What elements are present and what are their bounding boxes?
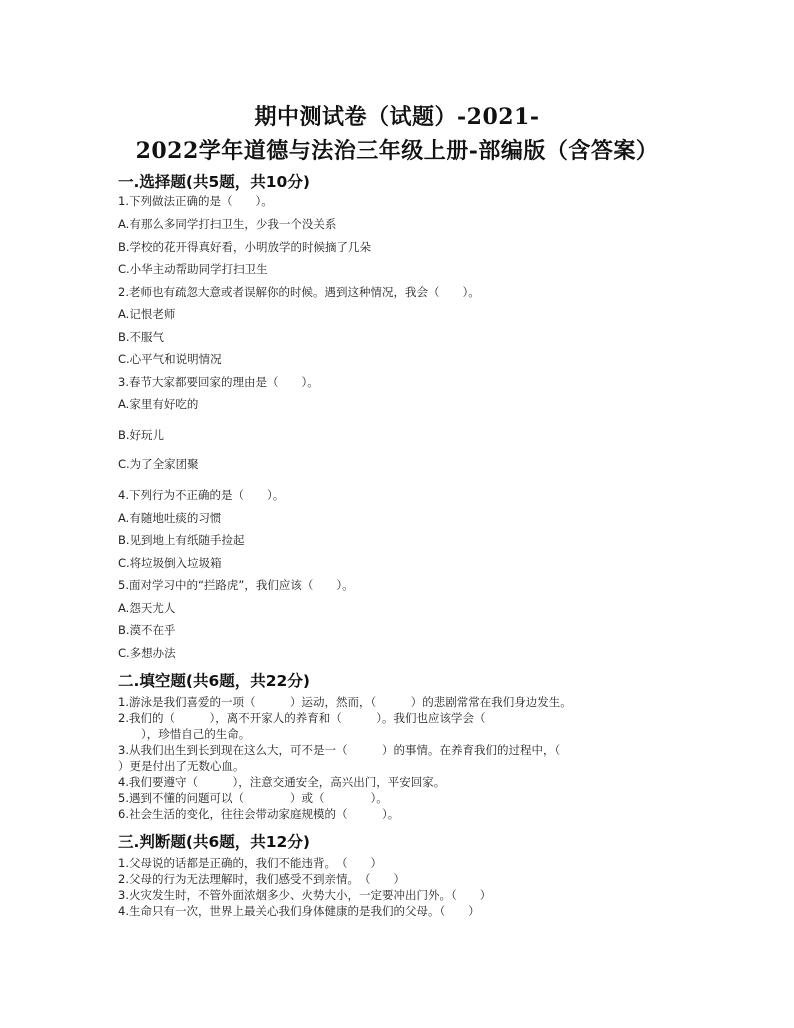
judge-question-3: 3.火灾发生时，不管外面浓烟多少、火势大小，一定要冲出门外。（ ） [118,888,492,902]
question-1: 1.下列做法正确的是（ ）。 [118,194,273,208]
section-heading-judge: 三.判断题(共6题，共12分) [118,833,310,851]
section-heading-choice: 一.选择题(共5题，共10分) [118,173,310,191]
fill-question-4: 4.我们要遵守（ ），注意交通安全，高兴出门，平安回家。 [118,775,446,789]
option-3a: A.家里有好吃的 [118,397,199,411]
judge-question-2: 2.父母的行为无法理解时，我们感受不到亲情。 （ ） [118,872,405,886]
question-4: 4.下列行为不正确的是（ ）。 [118,488,285,502]
option-4c: C.将垃圾倒入垃圾箱 [118,556,222,570]
exam-title-line-1: 期中测试卷（试题）-2021- [254,104,540,130]
option-1c: C.小华主动帮助同学打扫卫生 [118,262,268,276]
fill-question-3: 3.从我们出生到长到现在这么大，可不是一（ ）的事情。在养育我们的过程中，（ [118,743,561,757]
option-1a: A.有那么多同学打扫卫生，少我一个没关系 [118,217,337,231]
option-2c: C.心平气和说明情况 [118,352,222,366]
option-2a: A.记恨老师 [118,307,176,321]
option-4b: B.见到地上有纸随手捡起 [118,533,245,547]
fill-question-6: 6.社会生活的变化，往往会带动家庭规模的（ ）。 [118,807,400,821]
option-4a: A.有随地吐痰的习惯 [118,511,222,525]
section-heading-fill: 二.填空题(共6题，共22分) [118,672,310,690]
option-1b: B.学校的花开得真好看，小明放学的时候摘了几朵 [118,240,372,254]
fill-question-2: 2.我们的（ ），离不开家人的养育和（ ）。我们也应该学会（ [118,711,486,725]
fill-question-3-cont: ）更是付出了无数心血。 [118,759,245,773]
option-5b: B.漠不在乎 [118,623,176,637]
fill-question-2-cont: ），珍惜自己的生命。 [118,727,251,741]
option-3c: C.为了全家团聚 [118,457,199,471]
option-3b: B.好玩儿 [118,428,165,442]
option-2b: B.不服气 [118,330,165,344]
option-5c: C.多想办法 [118,646,176,660]
question-3: 3.春节大家都要回家的理由是（ ）。 [118,375,319,389]
question-5: 5.面对学习中的“拦路虎”，我们应该（ ）。 [118,578,354,592]
option-5a: A.怨天尤人 [118,601,176,615]
exam-title-line-2: 2022学年道德与法治三年级上册-部编版（含答案） [135,138,659,164]
judge-question-4: 4.生命只有一次，世界上最关心我们身体健康的是我们的父母。（ ） [118,904,480,918]
fill-question-5: 5.遇到不懂的问题可以（ ）或（ ）。 [118,791,388,805]
question-2: 2.老师也有疏忽大意或者误解你的时候。遇到这种情况，我会（ ）。 [118,285,480,299]
fill-question-1: 1.游泳是我们喜爱的一项（ ）运动，然而，（ ）的悲剧常常在我们身边发生。 [118,695,572,709]
judge-question-1: 1.父母说的话都是正确的，我们不能违背。 （ ） [118,856,382,870]
